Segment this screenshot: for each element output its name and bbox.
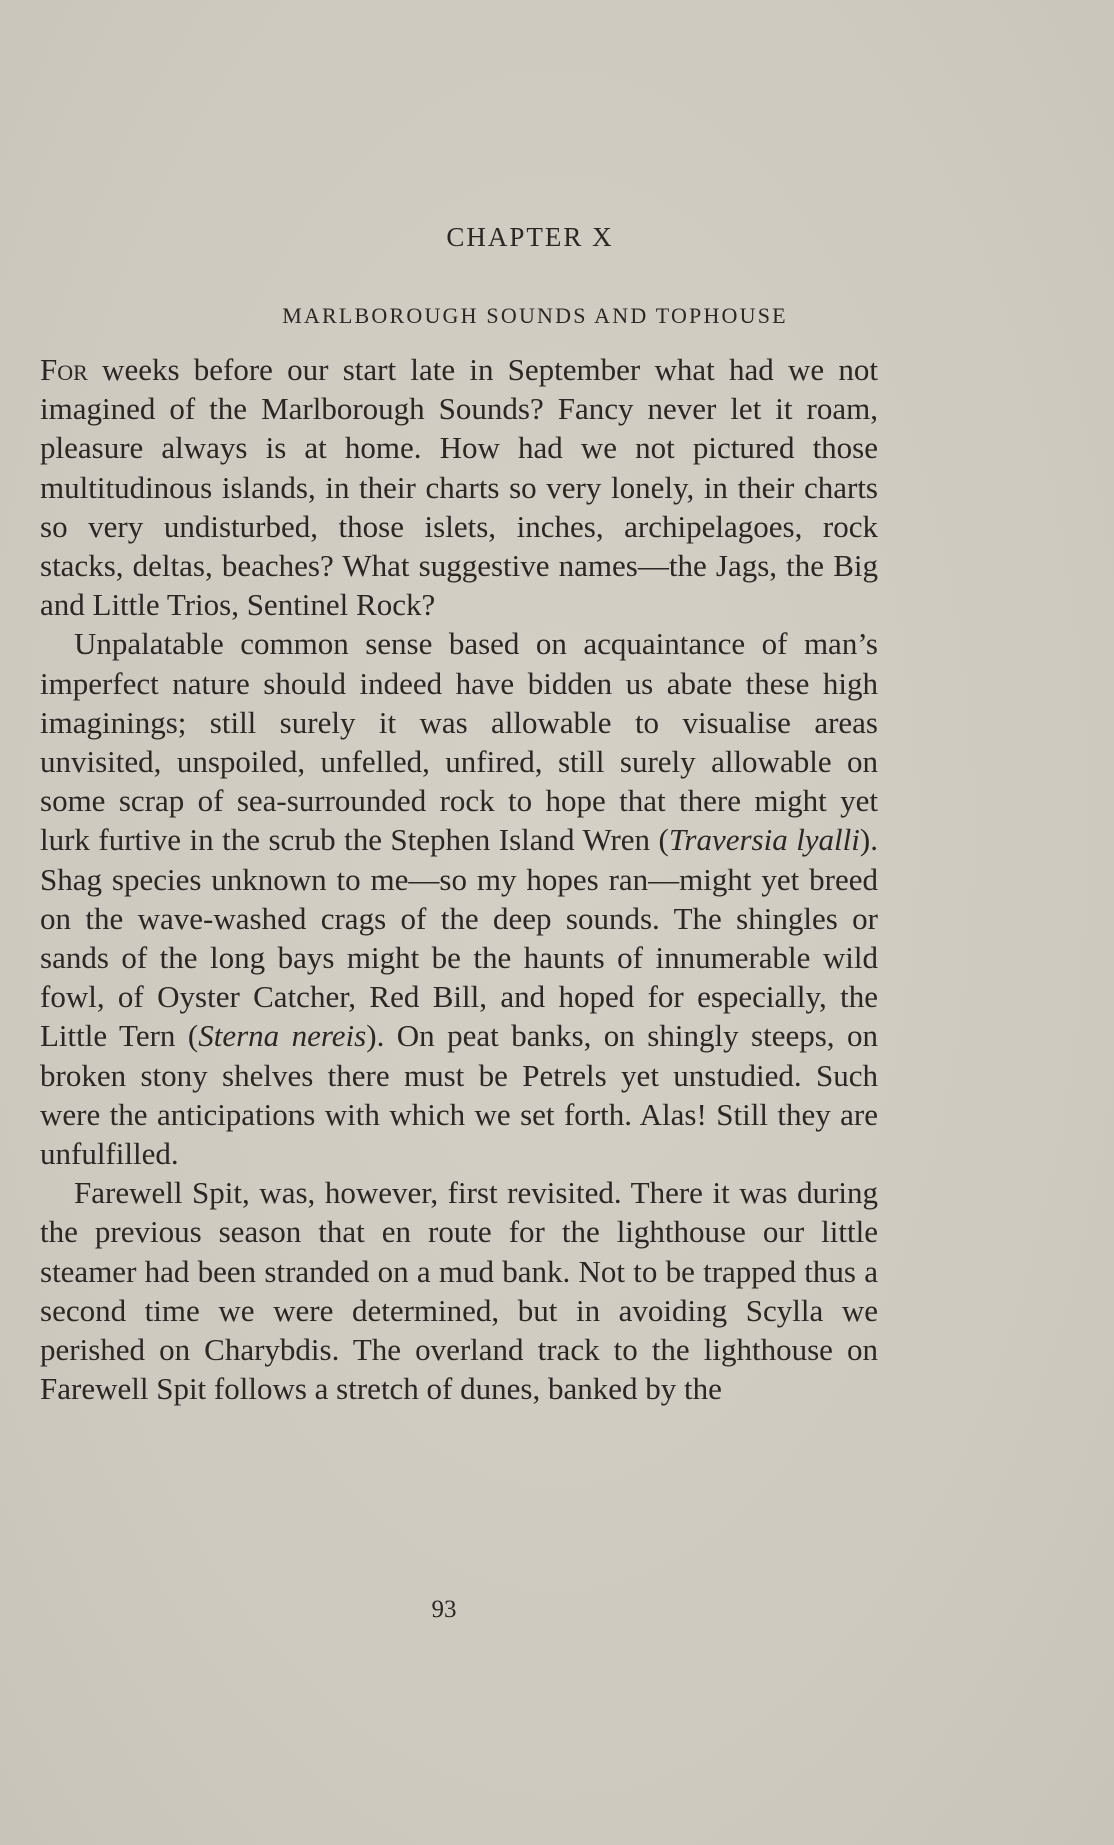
paragraph-2 (40, 624, 878, 1173)
paragraph-2-text-a: Unpalatable common sense based on acquaintance of man’s imperfect nature should indeed have bidden us abate these high imaginings; still surely it was allowable to visualise areas unvisited, unspoiled, unfelled, unfired, still surely allowable on some scrap of sea-surrounded rock to hope that there might yet lurk furtive in the scrub the Stephen Island Wren ( (40, 626, 878, 858)
body-text (40, 350, 878, 1408)
paragraph-1-text: weeks before our start late in September what had we not imagined of the Marlborough Sounds? Fancy never let it roam, pleasure always is at home. How had we not pictured those multitudinous islands, in their charts so very lonely, in their charts so very undisturbed, those islets, inches, archipelagoes, rock stacks, deltas, beaches? What suggestive names—the Jags, the Big and Little Trios, Sentinel Rock? (40, 352, 878, 623)
opening-word: For (40, 352, 88, 387)
page-number: 93 (431, 1596, 457, 1623)
paragraph-2-text-b: ). Shag species unknown to me—so my hopes ran—might yet breed on the wave-washed crags of the deep sounds. The shingles or sands of the long bays might be the haunts of innumerable wild fowl, of Oyster Catcher, Red Bill, and hoped for especially, the Little Tern ( (40, 822, 878, 1054)
species-name-tern: Sterna nereis (198, 1018, 367, 1054)
chapter-title: MARLBOROUGH SOUNDS AND TOPHOUSE (282, 303, 788, 328)
chapter-number: CHAPTER X (446, 222, 614, 252)
paragraph-2-text-c: ). On peat banks, on shingly steeps, on broken stony shelves there must be Petrels yet unstudied. Such were the anticipations with which we set forth. Alas! Still they are unfulfilled. (40, 1018, 879, 1172)
species-name-wren: Traversia lyalli (668, 822, 860, 858)
paragraph-1 (40, 350, 878, 624)
paragraph-3-text: Farewell Spit, was, however, first revisited. There it was during the previous season that en route for the lighthouse our little steamer had been stranded on a mud bank. Not to be trapped thus a second time we were determined, but in avoiding Scylla we perished on Charybdis. The overland track to the lighthouse on Farewell Spit follows a stretch of dunes, banked by the (40, 1175, 878, 1407)
paragraph-3 (40, 1173, 878, 1408)
